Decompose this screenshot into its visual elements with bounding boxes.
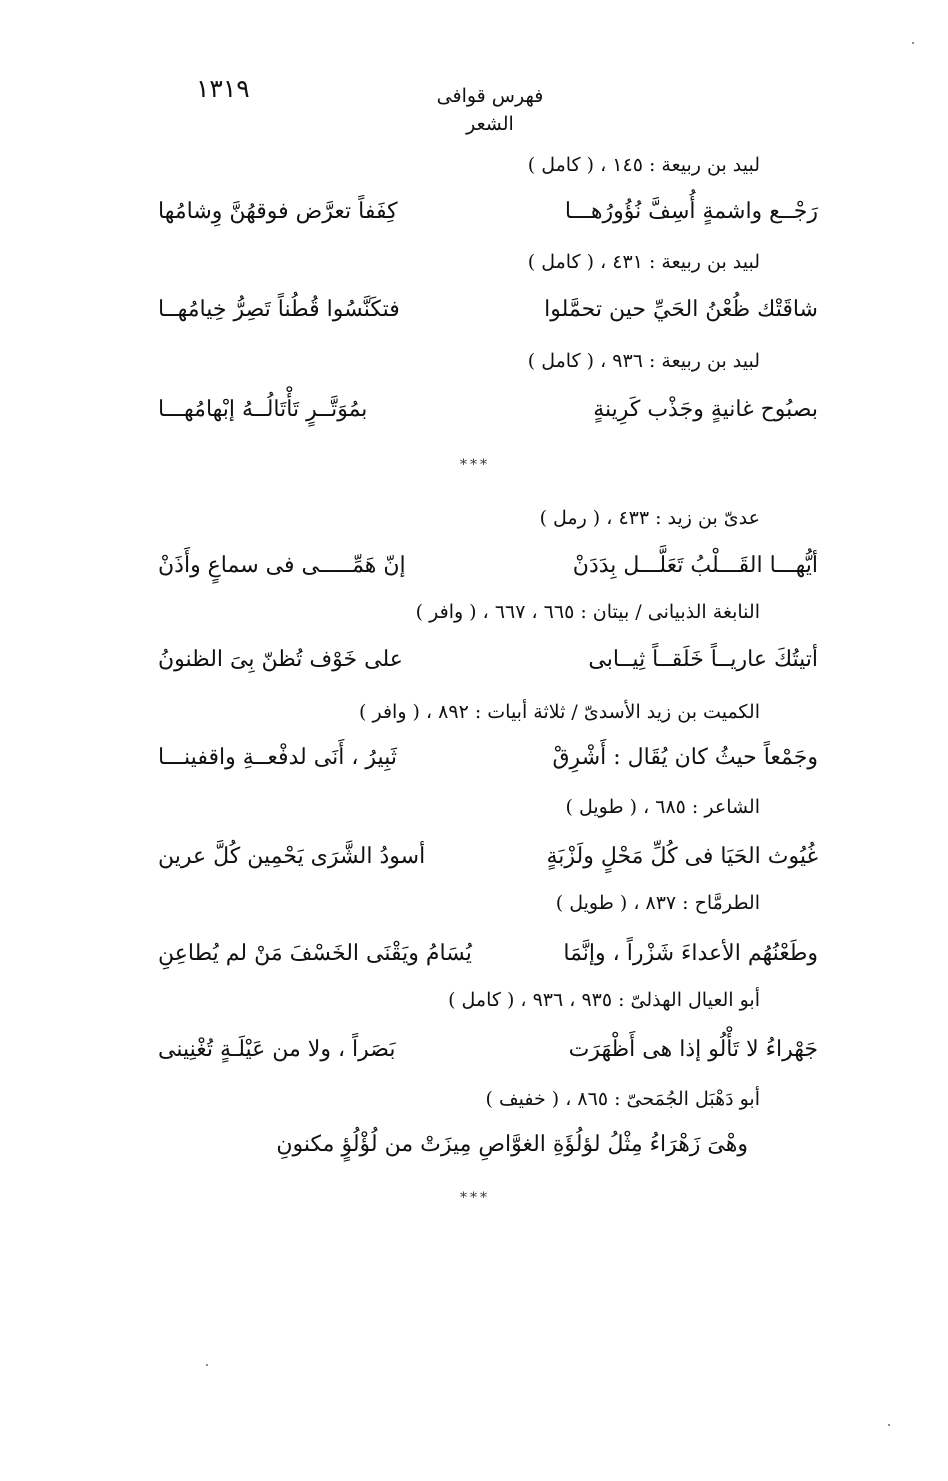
- scan-speck: [912, 42, 914, 44]
- verse-first-hemistich: أتيتُكَ عاريــاً خَلَقــاً ثِيــابى: [588, 647, 818, 672]
- verse-line: [158, 1030, 818, 1070]
- verse-line-single: وهْىَ زَهْرَاءُ مِثْلُ لؤلُؤَةِ الغوَّاصِ مِيزَتْ من لُؤْلُؤٍ مكنونِ: [276, 1132, 748, 1157]
- entry-source: الشاعر : ٦٨٥ ، ( طويل ): [565, 796, 760, 818]
- entry-source: عدىّ بن زيد : ٤٣٣ ، ( رمل ): [539, 507, 760, 529]
- section-separator: ***: [460, 457, 490, 473]
- verse-second-hemistich: إنّ هَمِّـــــى فى سماعٍ وأَذَنْ: [158, 553, 406, 578]
- entry-source: أبو دَهْبَل الجُمَحىّ : ٨٦٥ ، ( خفيف ): [485, 1088, 760, 1110]
- verse-line: [158, 290, 818, 330]
- verse-line: [158, 640, 818, 680]
- verse-first-hemistich: شاقَتْك ظُعْنُ الحَيِّ حين تحمَّلوا: [544, 297, 818, 322]
- verse-first-hemistich: وجَمْعاً حيثُ كان يُقَال : أَشْرِقْ: [552, 745, 818, 770]
- entry-source: الطرمَّاح : ٨٣٧ ، ( طويل ): [555, 892, 760, 914]
- verse-second-hemistich: على خَوْف تُظنّ بِىَ الظنونُ: [158, 647, 403, 672]
- verse-first-hemistich: رَجْــع واشمةٍ أُسِفَّ نُؤُورُهـــا: [564, 199, 818, 224]
- verse-second-hemistich: بمُوَتَّــرٍ تَأْتَالُــهُ إبْهامُهـــا: [158, 397, 368, 422]
- verse-line: [158, 837, 818, 877]
- entry-source: لبيد بن ربيعة : ١٤٥ ، ( كامل ): [527, 154, 760, 176]
- entry-source: لبيد بن ربيعة : ٩٣٦ ، ( كامل ): [527, 350, 760, 372]
- verse-line: [158, 192, 818, 232]
- verse-second-hemistich: يُسَامُ ويَقْنَى الخَسْفَ مَنْ لم يُطاعِنِ: [158, 941, 472, 966]
- page-number: ١٣١٩: [196, 74, 250, 103]
- scan-speck: [888, 1424, 890, 1426]
- verse-second-hemistich: فتكَنَّسُوا قُطُناً تَصِرُّ خِيامُهــا: [158, 297, 400, 322]
- verse-first-hemistich: أيُّهـــا القَـــلْبُ تَعَلَّـــل بِدَدَنْ: [572, 553, 818, 578]
- section-separator: ***: [460, 1190, 490, 1206]
- entry-source: لبيد بن ربيعة : ٤٣١ ، ( كامل ): [527, 251, 760, 273]
- verse-line: [158, 390, 818, 430]
- verse-first-hemistich: غُيُوث الحَيَا فى كُلِّ مَحْلٍ ولَزْبَةٍ: [546, 844, 818, 869]
- verse-second-hemistich: بَصَراً ، ولا من عَيْلَـةٍ تُغْنِينى: [158, 1037, 396, 1062]
- scan-speck: [206, 1364, 208, 1366]
- verse-line: [158, 934, 818, 974]
- verse-first-hemistich: وطَعْنُهُم الأعداءَ شَزْراً ، وإنَّمَا: [563, 941, 818, 966]
- verse-second-hemistich: كِفَفاً تعرَّض فوقهُنَّ وِشامُها: [158, 199, 398, 224]
- verse-line: [158, 546, 818, 586]
- verse-second-hemistich: أسودُ الشَّرَى يَحْمِين كُلَّ عرين: [158, 844, 426, 869]
- entry-source: الكميت بن زيد الأسدىّ / ثلاثة أبيات : ٨٩٢ ، ( وافر ): [359, 701, 760, 723]
- running-header: فهرس قوافى الشعر: [436, 85, 544, 135]
- verse-first-hemistich: بصبُوح غانيةٍ وجَذْب كَرِينةٍ: [593, 397, 818, 422]
- verse-first-hemistich: جَهْراءُ لا تَأْلُو إذا هى أَظْهَرَت: [568, 1037, 818, 1062]
- entry-source: أبو العيال الهذلىّ : ٩٣٥ ، ٩٣٦ ، ( كامل ): [448, 989, 760, 1011]
- verse-line: [158, 738, 818, 778]
- entry-source: النابغة الذبيانى / بيتان : ٦٦٥ ، ٦٦٧ ، ( وافر ): [415, 601, 760, 623]
- verse-second-hemistich: ثَبِيرُ ، أَنَى لدفْعــةِ واقفينـــا: [158, 745, 397, 770]
